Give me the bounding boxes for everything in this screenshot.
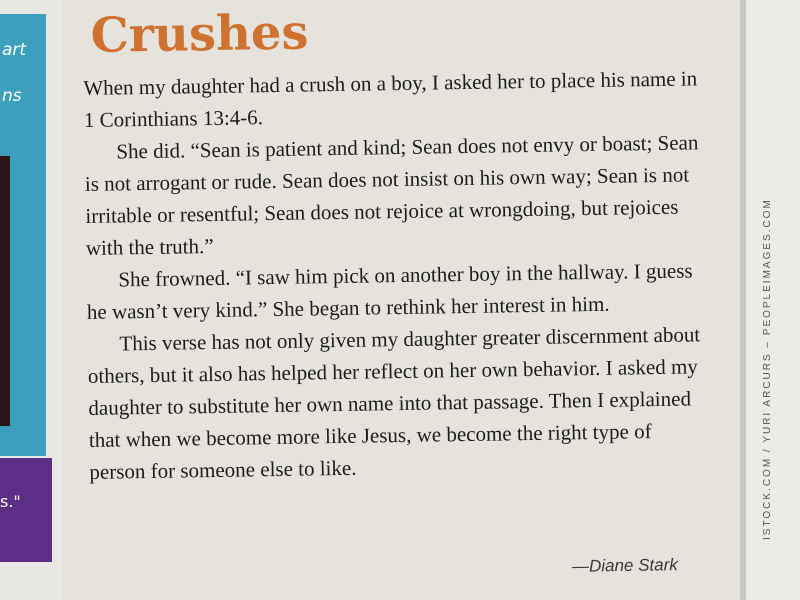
page-gutter-shadow: [740, 0, 746, 600]
paragraph-3: She frowned. “I saw him pick on another boy in the hallway. I guess he wasn’t very kind.” She began to rethink her interest in him.: [86, 258, 693, 324]
paragraph-4: This verse has not only given my daughter greater discernment about others, but it also has helped her reflect on her own behavior. I asked my daughter to substitute her own name into that passage. Then I explained that when we become more like Jesus, we become the right type of person for someone else to like.: [87, 322, 701, 484]
left-fragment-top: art: [2, 40, 27, 60]
paragraph-1: When my daughter had a crush on a boy, I asked her to place his name in 1 Corinthians 13:4-6.: [83, 66, 698, 132]
right-page-edge: [740, 0, 800, 600]
article-title: Crushes: [90, 4, 309, 64]
author-byline: —Diane Stark: [572, 555, 679, 576]
magazine-page: [62, 0, 740, 600]
left-fragment-quote: s.": [0, 492, 21, 511]
article: [82, 0, 710, 488]
purple-quote-panel: [0, 458, 52, 562]
teal-sidebar-panel: [0, 14, 46, 456]
photo-credit: ISTOCK.COM / YURI ARCURS – PEOPLEIMAGES.COM: [762, 198, 773, 540]
left-page-edge: [0, 0, 62, 600]
dark-photo-strip: [0, 156, 10, 426]
left-fragment-second: ns: [2, 86, 22, 106]
paragraph-2: She did. “Sean is patient and kind; Sean does not envy or boast; Sean is not arrogant or rude. Sean does not insist on his own way; Sean is not irritable or resentful; Sean does not rejoice at wrongdoing, but rejoices with the truth.”: [84, 130, 699, 260]
